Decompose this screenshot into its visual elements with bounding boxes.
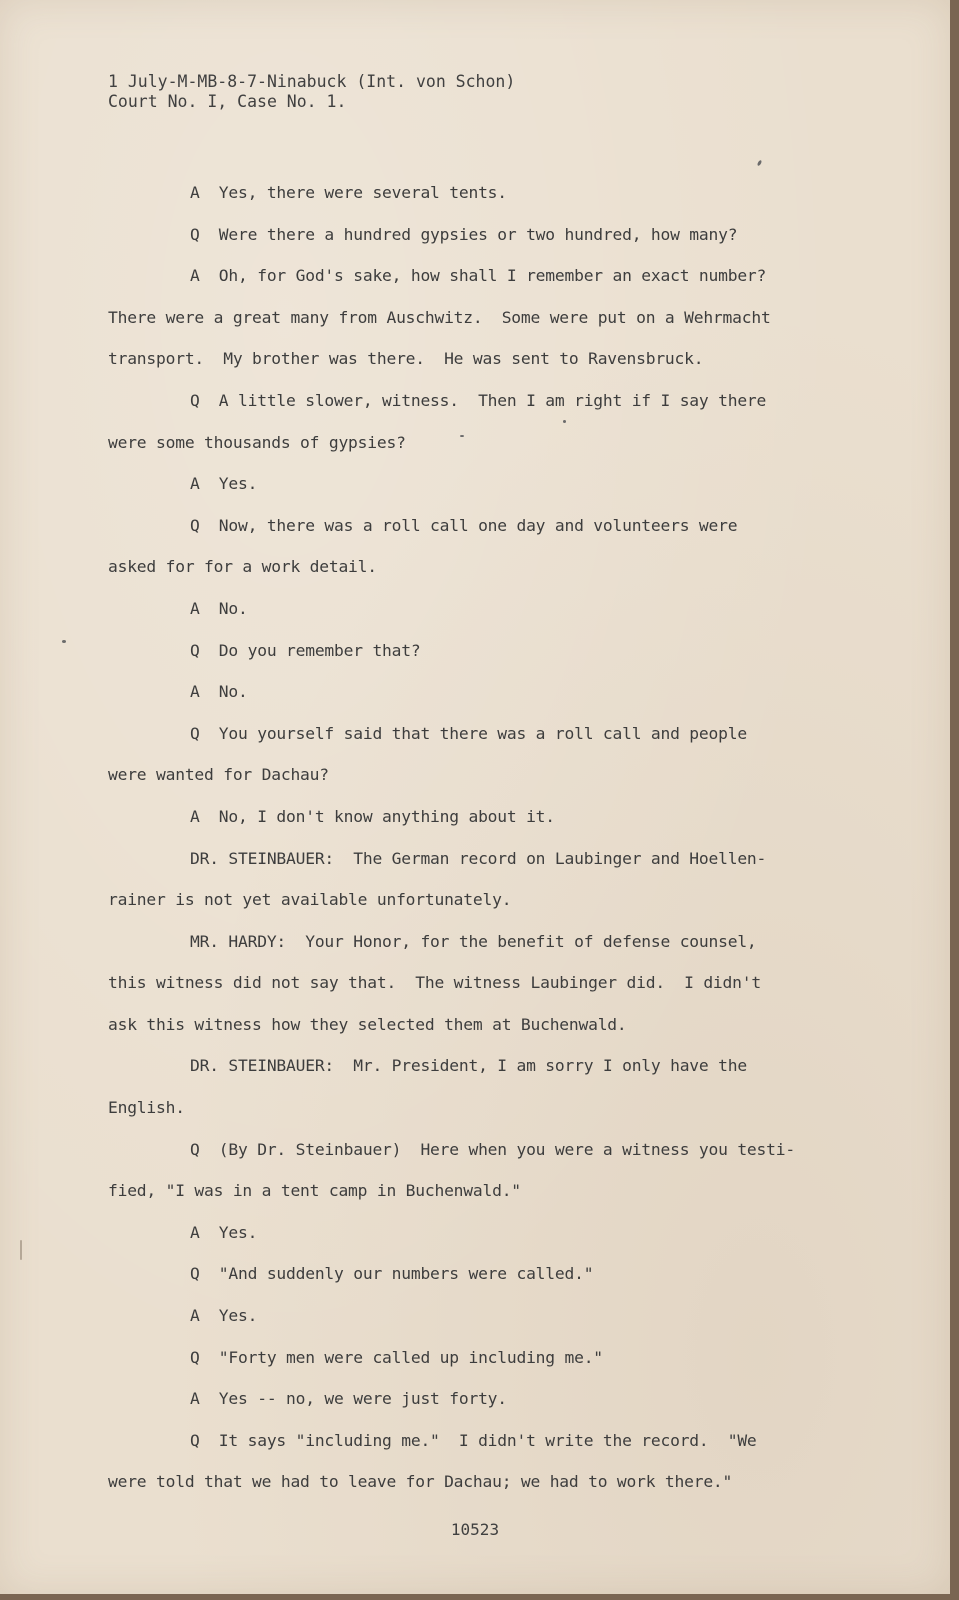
transcript-line: A No, I don't know anything about it. (190, 806, 555, 826)
transcript-line: Q (By Dr. Steinbauer) Here when you were a witness you testi- (190, 1139, 795, 1159)
transcript-line: ask this witness how they selected them at Buchenwald. (108, 1014, 627, 1034)
transcript-line: were wanted for Dachau? (108, 765, 329, 785)
document-header (108, 72, 515, 112)
transcript-line: Q "Forty men were called up including me." (190, 1347, 603, 1367)
transcript-line: this witness did not say that. The witness Laubinger did. I didn't (108, 973, 761, 993)
transcript-line: MR. HARDY: Your Honor, for the benefit of defense counsel, (190, 931, 757, 951)
transcript-line: A No. (190, 598, 248, 618)
header-line-1: 1 July-M-MB-8-7-Ninabuck (Int. von Schon) (108, 72, 516, 91)
paper-speck (757, 160, 763, 167)
transcript-line: Q A little slower, witness. Then I am right if I say there (190, 390, 767, 410)
transcript-line: asked for for a work detail. (108, 557, 377, 577)
transcript-line: Q Do you remember that? (190, 640, 421, 660)
transcript-line: English. (108, 1098, 185, 1118)
transcript-line: Q Were there a hundred gypsies or two hundred, how many? (190, 224, 738, 244)
transcript-line: Q "And suddenly our numbers were called." (190, 1264, 594, 1284)
paper-speck (62, 640, 66, 643)
transcript-line: A Oh, for God's sake, how shall I remember an exact number? (190, 266, 767, 286)
transcript-line: A Yes -- no, we were just forty. (190, 1389, 507, 1409)
paper-speck (460, 435, 464, 437)
transcript-line: DR. STEINBAUER: Mr. President, I am sorry I only have the (190, 1056, 747, 1076)
transcript-line: There were a great many from Auschwitz. Some were put on a Wehrmacht (108, 307, 771, 327)
transcript-line: fied, "I was in a tent camp in Buchenwald." (108, 1181, 521, 1201)
transcript-line: A No. (190, 682, 248, 702)
paper-speck (563, 420, 566, 423)
transcript-line: Q It says "including me." I didn't write the record. "We (190, 1430, 757, 1450)
transcript-line: were told that we had to leave for Dachau; we had to work there." (108, 1472, 733, 1492)
transcript-line: Q You yourself said that there was a roll call and people (190, 723, 747, 743)
transcript-line: DR. STEINBAUER: The German record on Laubinger and Hoellen- (190, 848, 767, 868)
transcript-line: A Yes. (190, 1306, 258, 1326)
transcript-line: were some thousands of gypsies? (108, 432, 406, 452)
transcript-line: A Yes, there were several tents. (190, 183, 507, 202)
paper-speck (20, 1240, 22, 1260)
page-number: 10523 (450, 1520, 500, 1539)
transcript-line: Q Now, there was a roll call one day and volunteers were (190, 515, 738, 535)
transcript-line: A Yes. (190, 474, 258, 494)
transcript-line: A Yes. (190, 1222, 258, 1242)
transcript-line: transport. My brother was there. He was sent to Ravensbruck. (108, 349, 704, 369)
transcript-body (108, 172, 848, 1503)
header-line-2: Court No. I, Case No. 1. (108, 92, 347, 111)
transcript-line: rainer is not yet available unfortunately. (108, 890, 512, 910)
